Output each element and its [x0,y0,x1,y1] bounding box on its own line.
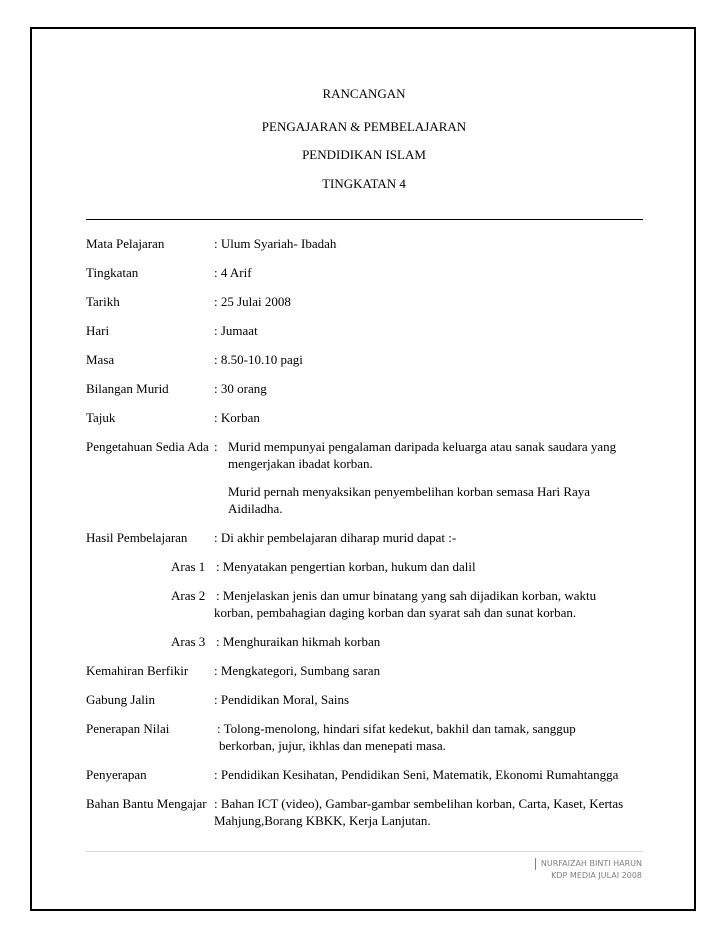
prior-knowledge-2-line2: Aidiladha. [228,501,283,516]
field-value: : Di akhir pembelajaran diharap murid dapat :- [214,530,457,545]
field-value: : Korban [214,410,260,425]
field-value-cont: Mahjung,Borang KBKK, Kerja Lanjutan. [214,813,431,828]
field-label: Tajuk [86,410,116,425]
field-value: : 8.50-10.10 pagi [214,352,303,367]
aras-label: Aras 3 [171,634,206,649]
field-colon: : [214,439,218,454]
field-value: : 25 Julai 2008 [214,294,291,309]
prior-knowledge-2-line1: Murid pernah menyaksikan penyembelihan korban semasa Hari Raya [228,484,591,499]
aras-value: : Menyatakan pengertian korban, hukum dan dalil [216,559,476,574]
footer-author-line [535,858,642,870]
field-label: Hari [86,323,110,338]
aras-label: Aras 2 [171,588,206,603]
field-label: Penyerapan [86,767,147,782]
field-value: : Mengkategori, Sumbang saran [214,663,381,678]
field-label: Gabung Jalin [86,692,155,707]
page-footer [535,858,642,882]
footer-bar [535,858,536,870]
field-value: : Jumaat [214,323,258,338]
footer-course: KDP MEDIA JULAI 2008 [551,871,642,880]
doc-title-level: TINGKATAN 4 [322,176,406,191]
field-label: Masa [86,352,115,367]
doc-title-subject: PENDIDIKAN ISLAM [302,147,426,162]
field-label: Kemahiran Berfikir [86,663,189,678]
header-divider [86,219,643,220]
doc-title-rancangan: RANCANGAN [322,86,406,101]
field-label: Bilangan Murid [86,381,169,396]
field-label: Pengetahuan Sedia Ada [86,439,209,454]
field-label: Tarikh [86,294,120,309]
field-value-cont: berkorban, jujur, ikhlas dan menepati masa. [219,738,446,753]
field-label: Tingkatan [86,265,139,280]
field-label: Bahan Bantu Mengajar [86,796,207,811]
aras-value: : Menjelaskan jenis dan umur binatang yang sah dijadikan korban, waktu [216,588,597,603]
field-label: Hasil Pembelajaran [86,530,188,545]
prior-knowledge-1-line1: Murid mempunyai pengalaman daripada keluarga atau sanak saudara yang [228,439,617,454]
field-value: : 30 orang [214,381,267,396]
field-label: Penerapan Nilai [86,721,170,736]
prior-knowledge-1-line2: mengerjakan ibadat korban. [228,456,373,471]
field-value: : Pendidikan Moral, Sains [214,692,350,707]
aras-value-cont: korban, pembahagian daging korban dan syarat sah dan sunat korban. [214,605,577,620]
footer-author: NURFAIZAH BINTI HARUN [540,859,642,868]
field-value: : Pendidikan Kesihatan, Pendidikan Seni, Matematik, Ekonomi Rumahtangga [214,767,619,782]
field-label: Mata Pelajaran [86,236,165,251]
aras-value: : Menghuraikan hikmah korban [216,634,381,649]
field-value: : 4 Arif [214,265,252,280]
aras-label: Aras 1 [171,559,206,574]
footer-divider [86,851,643,852]
field-value: : Tolong-menolong, hindari sifat kedekut, bakhil dan tamak, sanggup [217,721,576,736]
field-value: : Bahan ICT (video), Gambar-gambar sembelihan korban, Carta, Kaset, Kertas [214,796,624,811]
doc-title-pengajaran: PENGAJARAN & PEMBELAJARAN [261,119,467,134]
field-value: : Ulum Syariah- Ibadah [214,236,337,251]
